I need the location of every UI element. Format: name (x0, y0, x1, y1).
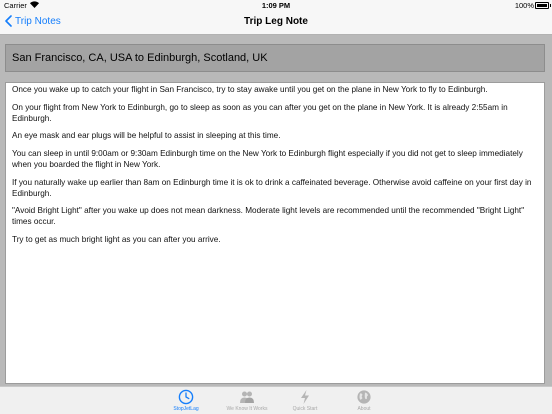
tab-about[interactable] (342, 389, 386, 412)
clock-time: 1:09 PM (261, 1, 291, 10)
back-button-label: Trip Notes (15, 15, 61, 27)
back-button[interactable] (5, 15, 61, 27)
clock-icon (178, 389, 194, 405)
trip-note-text-area[interactable] (5, 82, 545, 384)
people-icon (239, 389, 255, 405)
note-paragraph: An eye mask and ear plugs will be helpful to assist in sleeping at this time. (12, 131, 281, 141)
tab-label: About (357, 406, 371, 412)
tab-label: We Know It Works (226, 406, 268, 412)
note-paragraph: If you naturally wake up earlier than 8am on Edinburgh time it is ok to drink a caffeinated beverage. Otherwise avoid caffeine on your first day in Edinburgh. (12, 177, 532, 198)
note-paragraph: You can sleep in until 9:00am or 9:30am Edinburgh time on the New York to Edinburgh flight especially if you did not get to sleep immediately when you boarded the flight in New York. (12, 149, 523, 169)
carrier-label: Carrier (4, 1, 27, 10)
navigation-bar (0, 10, 552, 35)
tab-bar (0, 386, 552, 414)
globe-icon (356, 389, 372, 405)
battery-level-fill (537, 4, 547, 7)
note-paragraph: Once you wake up to catch your flight in San Francisco, try to stay awake until you get on the plane in New York to fly to Edinburgh. (12, 85, 488, 94)
battery-icon (535, 2, 549, 9)
route-text: San Francisco, CA, USA to Edinburgh, Scotland, UK (12, 52, 268, 64)
tab-stopjetlag[interactable] (164, 389, 208, 412)
status-bar (0, 0, 552, 10)
note-paragraph: "Avoid Bright Light" after you wake up does not mean darkness. Moderate light levels are recommended until the recommended "Bright Light" times occur. (12, 206, 525, 227)
tab-label: Quick Start (292, 406, 318, 412)
tab-label: StopJetLag (173, 406, 199, 412)
chevron-left-icon (5, 15, 12, 27)
route-header (5, 44, 545, 72)
tab-we-know-it-works[interactable] (225, 389, 269, 412)
tab-quick-start[interactable] (283, 389, 327, 412)
note-paragraph: On your flight from New York to Edinburgh, go to sleep as soon as you can after you get on the plane in New York. It is already 2:55am in Edinburgh. (12, 102, 508, 123)
battery-percentage: 100% (514, 1, 534, 10)
page-title: Trip Leg Note (244, 16, 308, 27)
note-paragraph: Try to get as much bright light as you can after you arrive. (12, 234, 221, 244)
lightning-icon (297, 389, 313, 405)
